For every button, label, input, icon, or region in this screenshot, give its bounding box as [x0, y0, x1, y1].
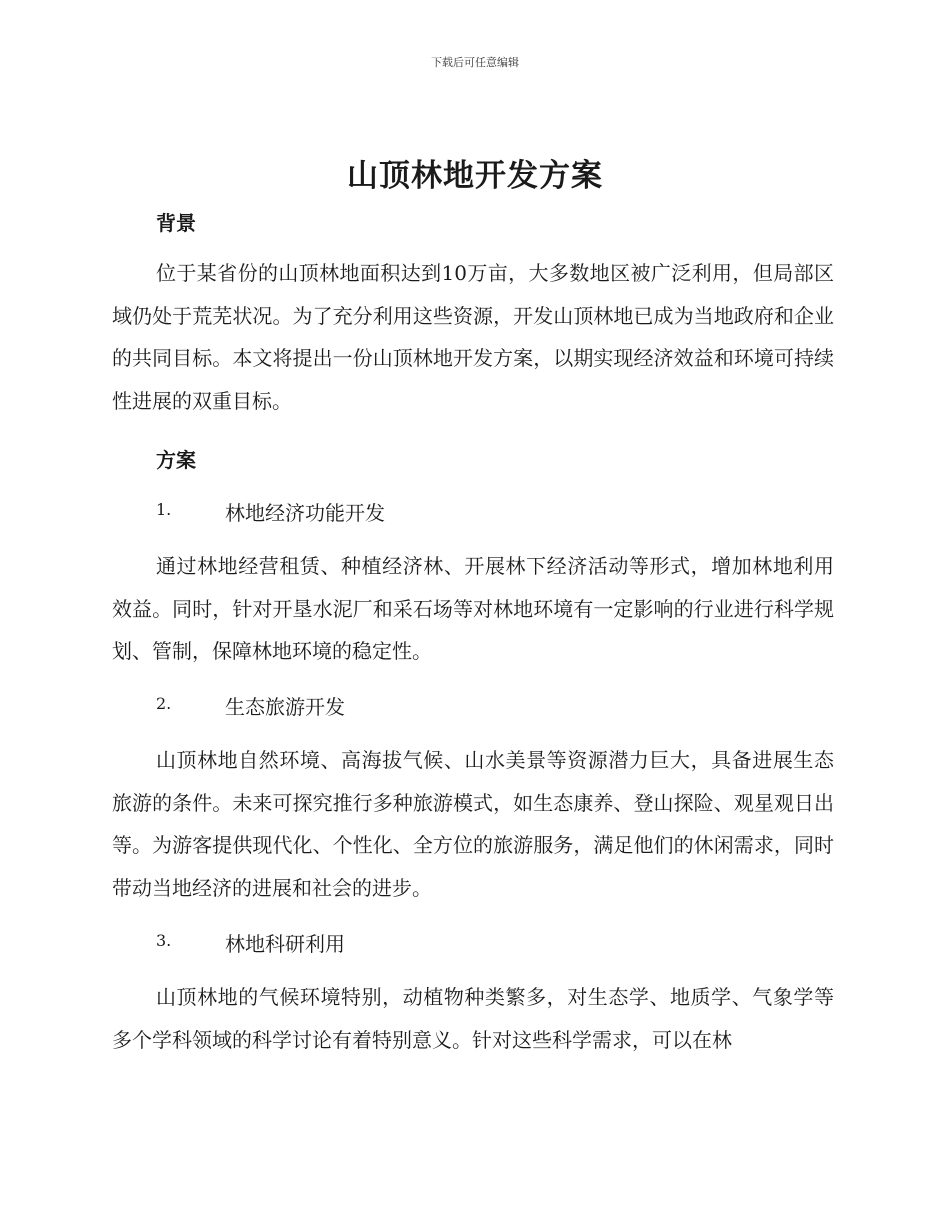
page-title: 山顶林地开发方案: [347, 158, 603, 194]
item-2-paragraph: 山顶林地自然环境、高海拔气候、山水美景等资源潜力巨大，具备进展生态旅游的条件。未来可探究推行多种旅游模式，如生态康养、登山探险、观星观日出等。为游客提供现代化、个性化、全方位的旅游服务，满足他们的休闲需求，同时带动当地经济的进展和社会的进步。: [112, 748, 834, 900]
background-paragraph: 位于某省份的山顶林地面积达到10万亩，大多数地区被广泛利用，但局部区域仍处于荒芜状况。为了充分利用这些资源，开发山顶林地已成为当地政府和企业的共同目标。本文将提出一份山顶林地开发方案，以期实现经济效益和环境可持续性进展的双重目标。: [112, 261, 834, 413]
item-1-paragraph: 通过林地经营租赁、种植经济林、开展林下经济活动等形式，增加林地利用效益。同时，针对开垦水泥厂和采石场等对林地环境有一定影响的行业进行科学规划、管制，保障林地环境的稳定性。: [112, 554, 834, 663]
list-label: 林地科研利用: [225, 932, 345, 956]
list-number: 1.: [156, 500, 172, 519]
header-note: 下载后可任意编辑: [431, 56, 519, 69]
section-heading-plan: 方案: [156, 448, 196, 472]
list-label: 生态旅游开发: [225, 695, 345, 719]
item-3-paragraph: 山顶林地的气候环境特别，动植物种类繁多，对生态学、地质学、气象学等多个学科领域的科学讨论有着特别意义。针对这些科学需求，可以在林: [112, 985, 834, 1052]
list-number: 3.: [156, 931, 172, 950]
list-number: 2.: [156, 694, 172, 713]
section-heading-background: 背景: [156, 211, 196, 235]
list-label: 林地经济功能开发: [225, 501, 385, 525]
